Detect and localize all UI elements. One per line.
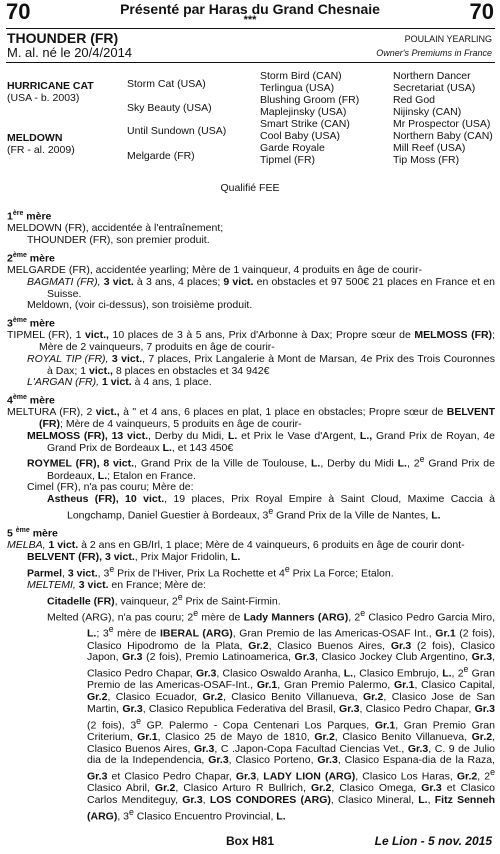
section-4eme-mere: 4ème mère — [7, 394, 55, 407]
ped-g4: Northern Baby (CAN) — [393, 130, 493, 142]
sire: HURRICANE CAT — [7, 80, 94, 92]
dam: MELDOWN — [7, 132, 63, 144]
ped-g4: Nijinsky (CAN) — [393, 106, 462, 118]
ped-g4: Mill Reef (USA) — [393, 142, 466, 154]
paragraph: MELDOWN (FR), accidentée à l'entraînement; — [7, 222, 224, 235]
paragraph: MELGARDE (FR), accidentée yearling; Mère de 1 vainqueur, 4 produits en âge de courir- — [7, 264, 422, 276]
paragraph: BELVENT (FR), 3 vict., Prix Major Fridolin, L. — [27, 551, 241, 563]
ped-g4: Tip Moss (FR) — [393, 154, 460, 166]
ped-g3: Storm Bird (CAN) — [260, 70, 342, 82]
sale-date: Le Lion - 5 nov. 2015 — [374, 834, 492, 848]
header — [0, 0, 500, 26]
paragraph: MELMOSS (FR), 13 vict., Derby du Midi, L. et Prix le Vase d'Argent, L., Grand Prix de Royan, 4e Grand Prix de Bordeaux L., et 143 450€ — [27, 429, 495, 454]
ped-g3: Garde Royale — [260, 142, 325, 154]
divider — [6, 62, 495, 63]
premium: Owner's Premiums in France — [376, 48, 492, 58]
paragraph: Cimel (FR), n'a pas couru; Mère de: — [27, 481, 194, 494]
paragraph: Melted (ARG), n'a pas couru; 2e mère de Lady Manners (ARG), 2e Clasico Pedro Garcia Miro, L.; 3e mère de IBERAL (ARG), Gran Premio de las Americas-OSAF Int., Gr.1 (2 fois), Clasico Hipodromo de la Plata, Gr.2, Clasico Buenos Aires, Gr.3 (2 fois), Clasico Japon, Gr.3 (2 fois), Premio Latinoamerica, Gr.3, Clasico Jockey Club Argentino, Gr.3, Clasico Pedro Chapar, Gr.3, Clasico Oswaldo Aranha, L., Clasico Embrujo, L., 2e Gran Premio de las Americas-OSAF-Int., Gr.1, Gran Premio Palermo, Gr.1, Clasico Capital, Gr.2, Clasico Ecuador, Gr.2, Clasico Benito Villanueva, Gr.2, Clasico Jose de San Martin, Gr.3, Clasico Republica Federativa del Brasil, Gr.3, Clasico Pedro Chapar, Gr.3 (2 fois), 3e GP. Palermo - Copa Centenari Los Parques, Gr.1, Gran Premio Gran Criterium, Gr.1, Clasico 25 de Mayo de 1810, Gr.2, Clasico Benito Villanueva, Gr.2, Clasico Buenos Aires, Gr.3, C .Japon-Copa Facultad Ciencias Vet., Gr.3, C. 9 de Julio dia de la Independencia, Gr.3, Clasico Porteno, Gr.3, Clasico Espana-dia de la Raza, Gr.3 et Clasico Pedro Chapar, Gr.3, LADY LION (ARG), Clasico Los Haras, Gr.2, 2e Clasico Abril, Gr.2, Clasico Arturo R Bullrich, Gr.2, Clasico Omega, Gr.3 et Clasico Carlos Menditeguy, Gr.3, LOS CONDORES (ARG), Clasico Mineral, L., Fitz Senneh (ARG), 3e Clasico Encuentro Provincial, L. — [47, 608, 496, 823]
ped-g2: Storm Cat (USA) — [127, 78, 206, 90]
ped-g2: Until Sundown (USA) — [127, 125, 227, 137]
ped-g3: Cool Baby (USA) — [260, 130, 340, 142]
lot-number-right: 70 — [469, 0, 494, 24]
ped-g3: Terlingua (USA) — [260, 82, 335, 94]
pedigree — [7, 71, 499, 177]
section-2eme-mere: 2ème mère — [7, 251, 55, 265]
qualifie: Qualifié FEE — [220, 182, 280, 194]
section-5eme-mere: 5 $^{ème}$ mère — [7, 527, 58, 540]
paragraph: MELTEMI, 3 vict. en France; Mère de: — [27, 579, 206, 591]
section-3eme-mere: 3ème mère — [7, 317, 55, 330]
ped-g4: Red God — [393, 94, 436, 106]
ped-g2: Sky Beauty (USA) — [127, 102, 212, 114]
paragraph: ROYMEL (FR), 8 vict., Grand Prix de la Ville de Toulouse, L., Derby du Midi L., 2e Grand Prix de Bordeaux, L.; Etalon en France. — [27, 454, 495, 482]
paragraph: THOUNDER (FR), son premier produit. — [27, 234, 210, 246]
paragraph: Parmel, 3 vict., 3e Prix de l'Hiver, Prix La Rochette et 4e Prix La Force; Etalon. — [27, 563, 394, 580]
footer — [0, 834, 500, 852]
horse-sub: M. al. né le 20/4/2014 — [7, 45, 133, 60]
horse-name: THOUNDER (FR) — [7, 30, 119, 46]
horse-type: POULAIN YEARLING — [404, 34, 492, 44]
ped-g4: Northern Dancer — [393, 70, 471, 82]
ped-g3: Blushing Groom (FR) — [260, 94, 360, 106]
stars: *** — [243, 14, 257, 26]
paragraph: ROYAL TIP (FR), 3 vict., 7 places, Prix Langalerie à Mont de Marsan, 4e Prix des Trois Couronnes à Dax; 1 vict., 8 places en obstacles et 34 942€ — [27, 352, 495, 377]
paragraph: L'ARGAN (FR), 1 vict. à 4 ans, 1 place. — [27, 376, 212, 389]
presenter: Présenté par Haras du Grand Chesnaie — [120, 1, 380, 17]
box-number: Box H81 — [225, 834, 275, 848]
divider — [6, 28, 495, 29]
paragraph: Meldown, (voir ci-dessus), son troisième produit. — [27, 299, 253, 312]
lot-number-left: 70 — [6, 0, 31, 24]
paragraph: MELBA, 1 vict. à 2 ans en GB/Irl, 1 place; Mère de 4 vainqueurs, 6 produits en âge de courir dont- — [7, 539, 465, 552]
section-1ere-mere: 1ère mère — [7, 210, 52, 223]
paragraph: Citadelle (FR), vainqueur, 2e Prix de Saint-Firmin. — [47, 591, 281, 608]
maternal-family — [7, 205, 495, 823]
ped-g3: Tipmel (FR) — [260, 154, 316, 166]
paragraph: MELTURA (FR), 2 vict., à " et 4 ans, 6 places en plat, 1 place en obstacles; Propre sœur de BELVENT (FR); Mère de 4 vainqueurs, 5 produits en âge de courir- — [7, 406, 495, 430]
paragraph: BAGMATI (FR), 3 vict. à 3 ans, 4 places; 9 vict. en obstacles et 97 500€ 21 places en France et en Suisse. — [27, 275, 495, 300]
ped-g4: Mr Prospector (USA) — [393, 118, 491, 130]
sire-info: (USA - b. 2003) — [7, 92, 80, 104]
ped-g4: Secretariat (USA) — [393, 82, 476, 94]
paragraph: TIPMEL (FR), 1 vict., 10 places de 3 à 5 ans, Prix d'Arbonne à Dax; Propre sœur de MELMOSS (FR); Mère de 2 vainqueurs, 7 produits en âge de courir- — [7, 329, 495, 353]
dam-info: (FR - al. 2009) — [7, 144, 75, 156]
ped-g3: Maplejinsky (USA) — [260, 106, 347, 118]
paragraph: Astheus (FR), 10 vict., 19 places, Prix Royal Empire à Saint Cloud, Maxime Caccia à Longchamp, Daniel Guestier à Bordeaux, 3e Grand Prix de la Ville de Nantes, L. — [47, 493, 495, 522]
ped-g2: Melgarde (FR) — [127, 150, 195, 162]
ped-g3: Smart Strike (CAN) — [260, 118, 350, 130]
